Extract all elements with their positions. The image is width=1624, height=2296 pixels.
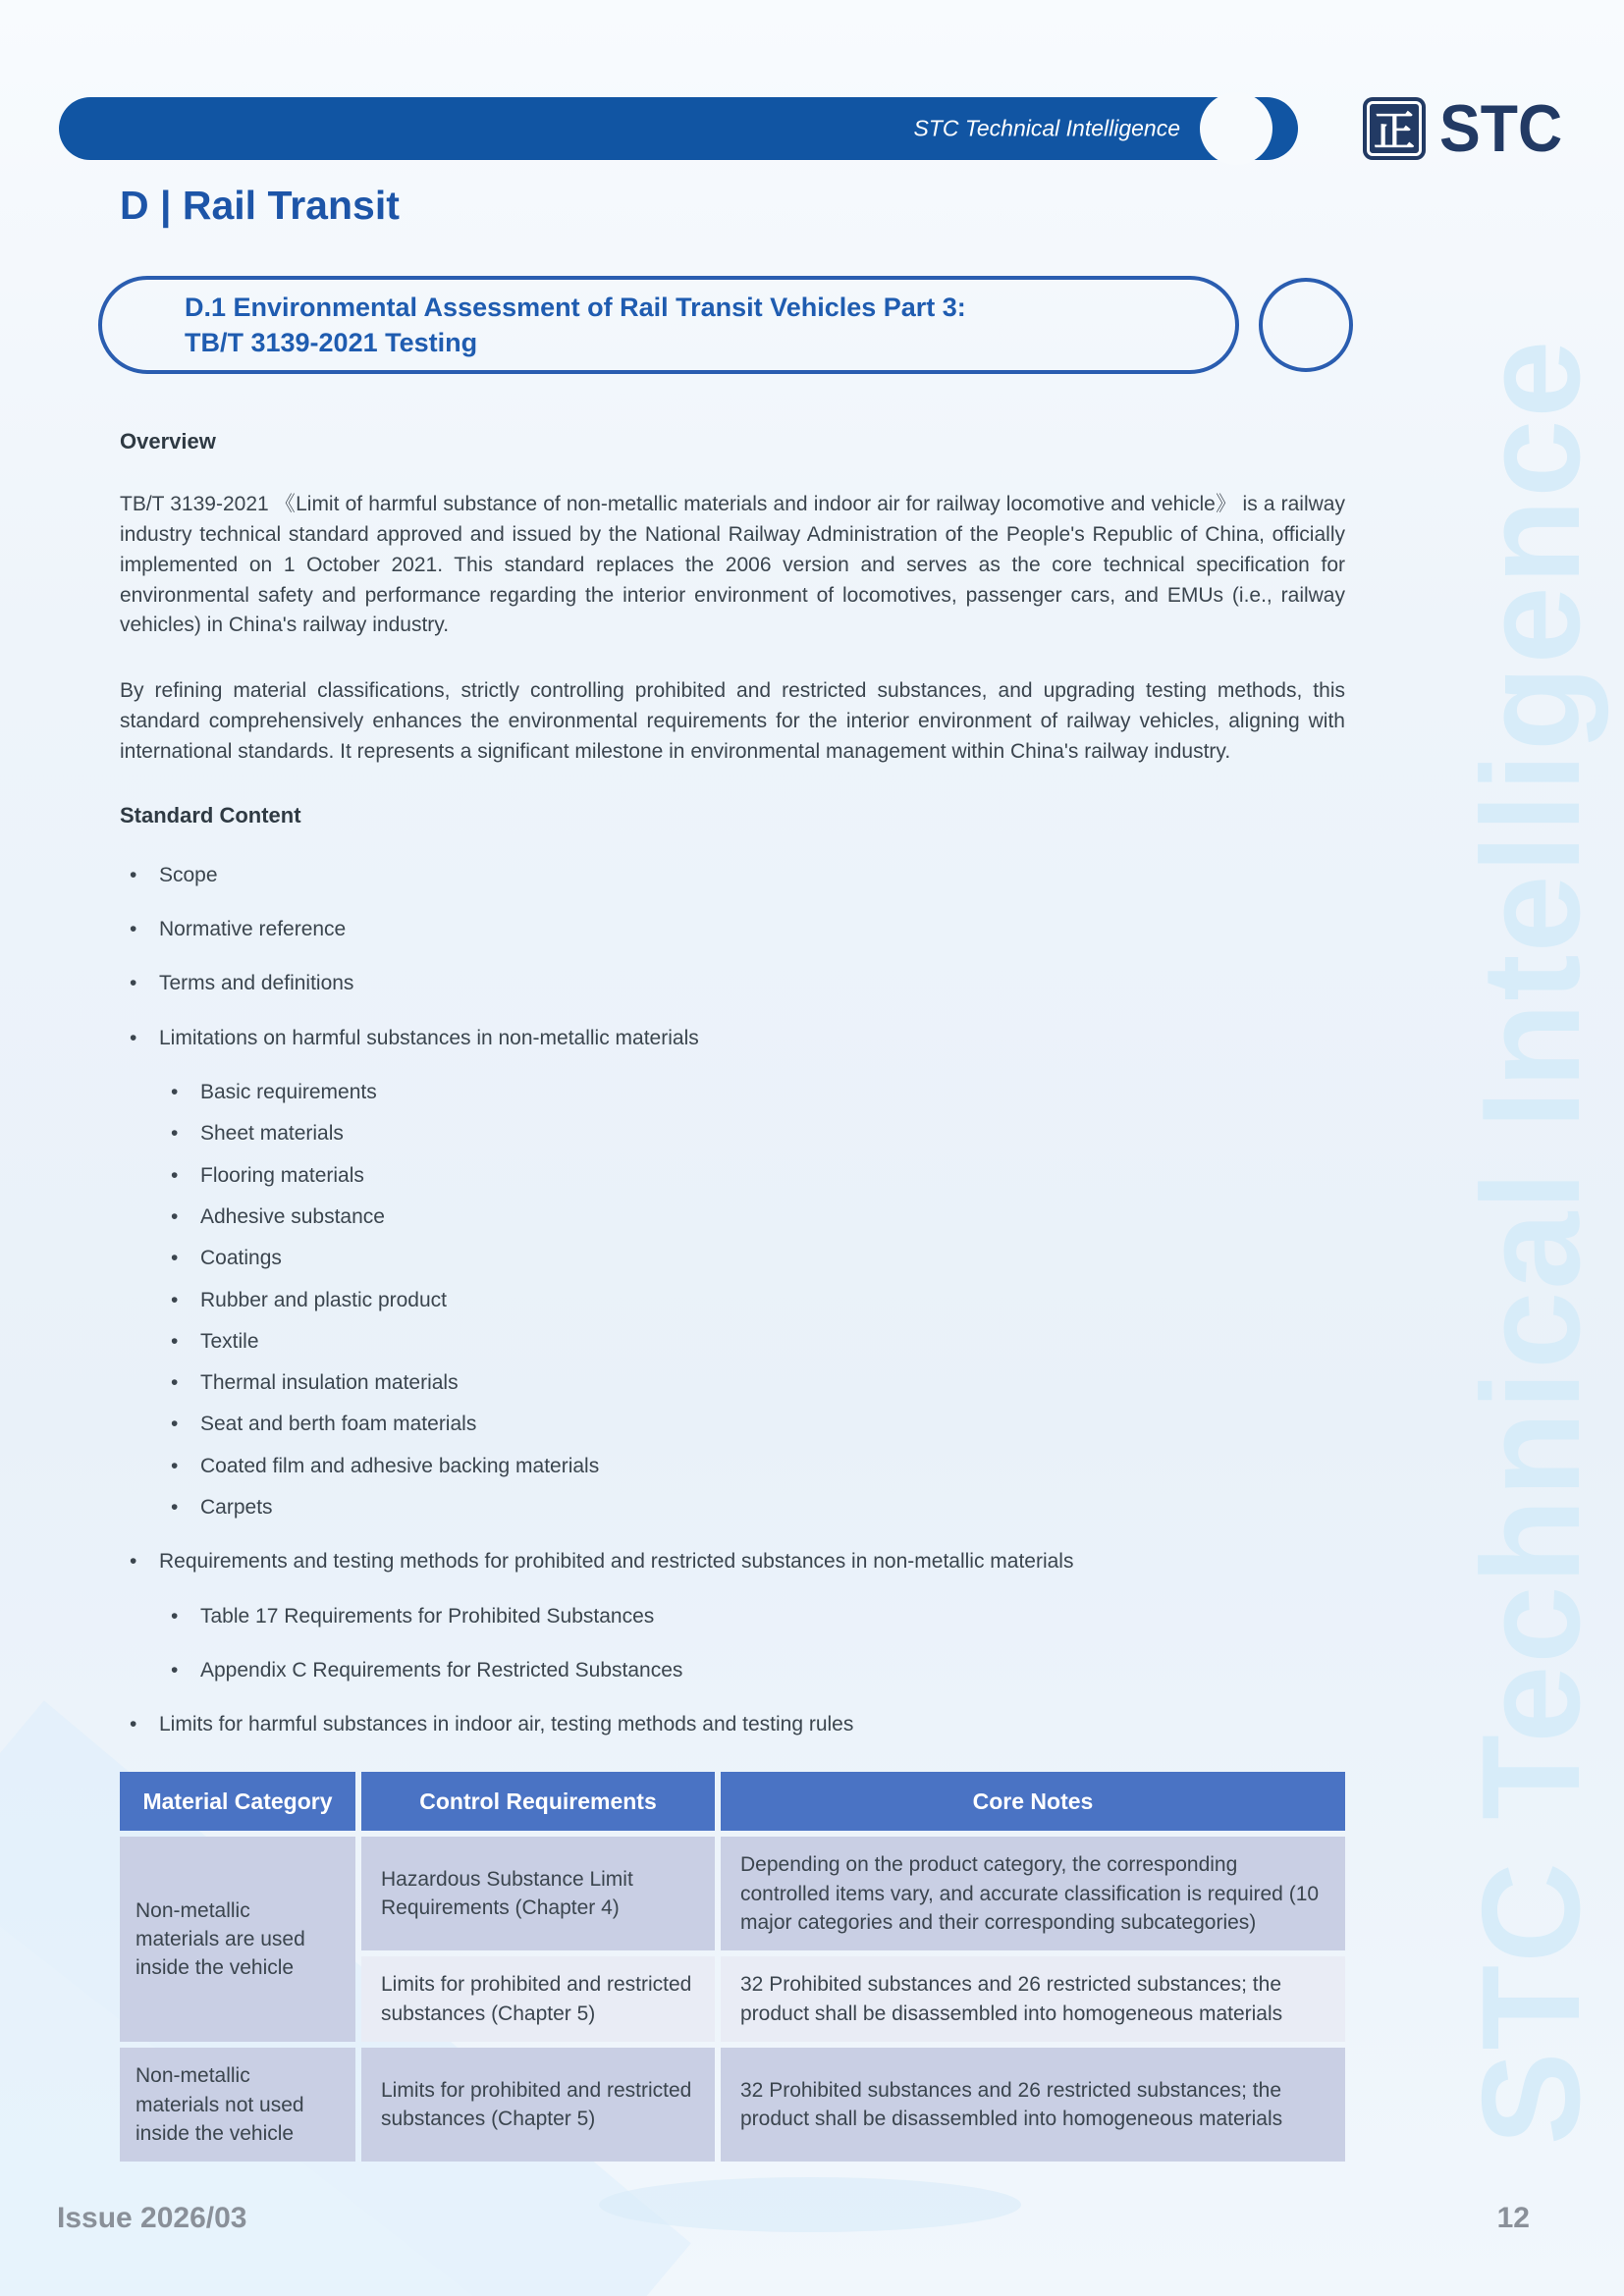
watermark-text: STC Technical Intelligence — [1453, 338, 1609, 2146]
standard-content-heading: Standard Content — [120, 802, 301, 828]
bullet-icon: • — [171, 1371, 179, 1395]
cell-control-requirement: Limits for prohibited and restricted substances (Chapter 5) — [361, 1956, 715, 2042]
cell-control-requirement: Limits for prohibited and restricted substances (Chapter 5) — [361, 2048, 715, 2162]
bullet-icon: • — [130, 918, 137, 941]
cell-core-notes: 32 Prohibited substances and 26 restricted substances; the product shall be disassembled into homogeneous materials — [721, 1956, 1345, 2042]
bullet-icon: • — [171, 1413, 179, 1436]
list-item: • Basic requirements — [120, 1079, 1345, 1105]
bullet-icon: • — [171, 1163, 179, 1187]
stc-logo-mark-icon: 正 — [1363, 97, 1426, 160]
table-header-row — [120, 1772, 1345, 1832]
bullet-icon: • — [130, 1550, 137, 1574]
banner-crescent — [1200, 92, 1272, 165]
limits-table — [114, 1766, 1351, 2168]
list-item: • Thermal insulation materials — [120, 1369, 1345, 1396]
bullet-icon: • — [130, 1026, 137, 1049]
col-header-material-category: Material Category — [120, 1772, 355, 1832]
bullet-icon: • — [171, 1081, 179, 1104]
cell-material-category: Non-metallic materials not used inside the vehicle — [120, 2048, 355, 2162]
overview-paragraph-2: By refining material classifications, strictly controlling prohibited and restricted substances, and upgrading testing methods, this standard comprehensively enhances the environmental requirements for the interior environment of railway vehicles, aligning with international standards. It represents a significant milestone in environmental management within China's railway industry. — [120, 679, 1345, 764]
list-item: • Limitations on harmful substances in non-metallic materials — [120, 1025, 1345, 1051]
bullet-icon: • — [171, 1288, 179, 1311]
bullet-icon: • — [171, 1496, 179, 1520]
decorative-circle — [1259, 278, 1353, 372]
feature-title-line1: D.1 Environmental Assessment of Rail Transit Vehicles Part 3: — [185, 292, 966, 322]
cell-material-category: Non-metallic materials are used inside the vehicle — [120, 1837, 355, 2042]
list-item: • Coatings — [120, 1245, 1345, 1271]
list-item: • Table 17 Requirements for Prohibited Substances — [120, 1603, 1345, 1629]
list-item: • Textile — [120, 1328, 1345, 1355]
feature-title-box — [98, 276, 1239, 374]
col-header-control-requirements: Control Requirements — [361, 1772, 715, 1832]
standard-content-list — [120, 862, 1345, 1738]
background-wave — [599, 2177, 1021, 2232]
list-item: • Rubber and plastic product — [120, 1287, 1345, 1313]
list-item: • Sheet materials — [120, 1120, 1345, 1147]
cell-core-notes: Depending on the product category, the corresponding controlled items vary, and accurate classification is required (10 major categories and their corresponding subcategories) — [721, 1837, 1345, 1950]
footer-page-number: 12 — [1496, 2202, 1530, 2234]
bullet-icon: • — [171, 1204, 179, 1228]
feature-title-group — [98, 276, 1239, 374]
list-item: • Carpets — [120, 1494, 1345, 1521]
list-item: • Coated film and adhesive backing materials — [120, 1453, 1345, 1479]
col-header-core-notes: Core Notes — [721, 1772, 1345, 1832]
bullet-icon: • — [171, 1329, 179, 1353]
bullet-icon: • — [130, 863, 137, 886]
bullet-icon: • — [171, 1122, 179, 1146]
feature-title-line2: TB/T 3139-2021 Testing — [185, 328, 478, 357]
bullet-icon: • — [130, 1713, 137, 1736]
list-item: • Normative reference — [120, 916, 1345, 942]
footer-issue-label: Issue 2026/03 — [57, 2202, 247, 2234]
table-row — [120, 2048, 1345, 2162]
list-item: • Seat and berth foam materials — [120, 1411, 1345, 1437]
overview-heading: Overview — [120, 429, 216, 454]
list-item: • Appendix C Requirements for Restricted Substances — [120, 1657, 1345, 1683]
bullet-icon: • — [130, 972, 137, 995]
list-item: • Adhesive substance — [120, 1203, 1345, 1230]
list-item: • Terms and definitions — [120, 970, 1345, 996]
cell-core-notes: 32 Prohibited substances and 26 restricted substances; the product shall be disassembled into homogeneous materials — [721, 2048, 1345, 2162]
list-item: • Requirements and testing methods for prohibited and restricted substances in non-metallic materials — [120, 1548, 1345, 1575]
list-item: • Scope — [120, 862, 1345, 888]
body-column — [120, 429, 1345, 2167]
stc-logo — [1363, 90, 1573, 167]
stc-logo-text: STC — [1439, 91, 1563, 166]
bullet-icon: • — [171, 1658, 179, 1682]
cell-control-requirement: Hazardous Substance Limit Requirements (Chapter 4) — [361, 1837, 715, 1950]
header-banner — [59, 97, 1298, 160]
overview-paragraph-1: TB/T 3139-2021 《Limit of harmful substance of non-metallic materials and indoor air for railway locomotive and vehicle》 is a railway industry technical standard approved and issued by the National Railway Administration of the People's Republic of China, officially implemented on 1 October 2021. This standard replaces the 2006 version and serves as the core technical specification for environmental safety and performance regarding the interior environment of locomotives, passenger cars, and EMUs (i.e., railway vehicles) in China's railway industry. — [120, 493, 1345, 637]
list-item: • Limits for harmful substances in indoor air, testing methods and testing rules — [120, 1711, 1345, 1737]
banner-title: STC Technical Intelligence — [913, 115, 1180, 141]
bullet-icon: • — [171, 1247, 179, 1270]
list-item: • Flooring materials — [120, 1162, 1345, 1189]
bullet-icon: • — [171, 1604, 179, 1628]
section-title: D | Rail Transit — [120, 183, 400, 228]
bullet-icon: • — [171, 1454, 179, 1477]
table-row — [120, 1837, 1345, 1950]
